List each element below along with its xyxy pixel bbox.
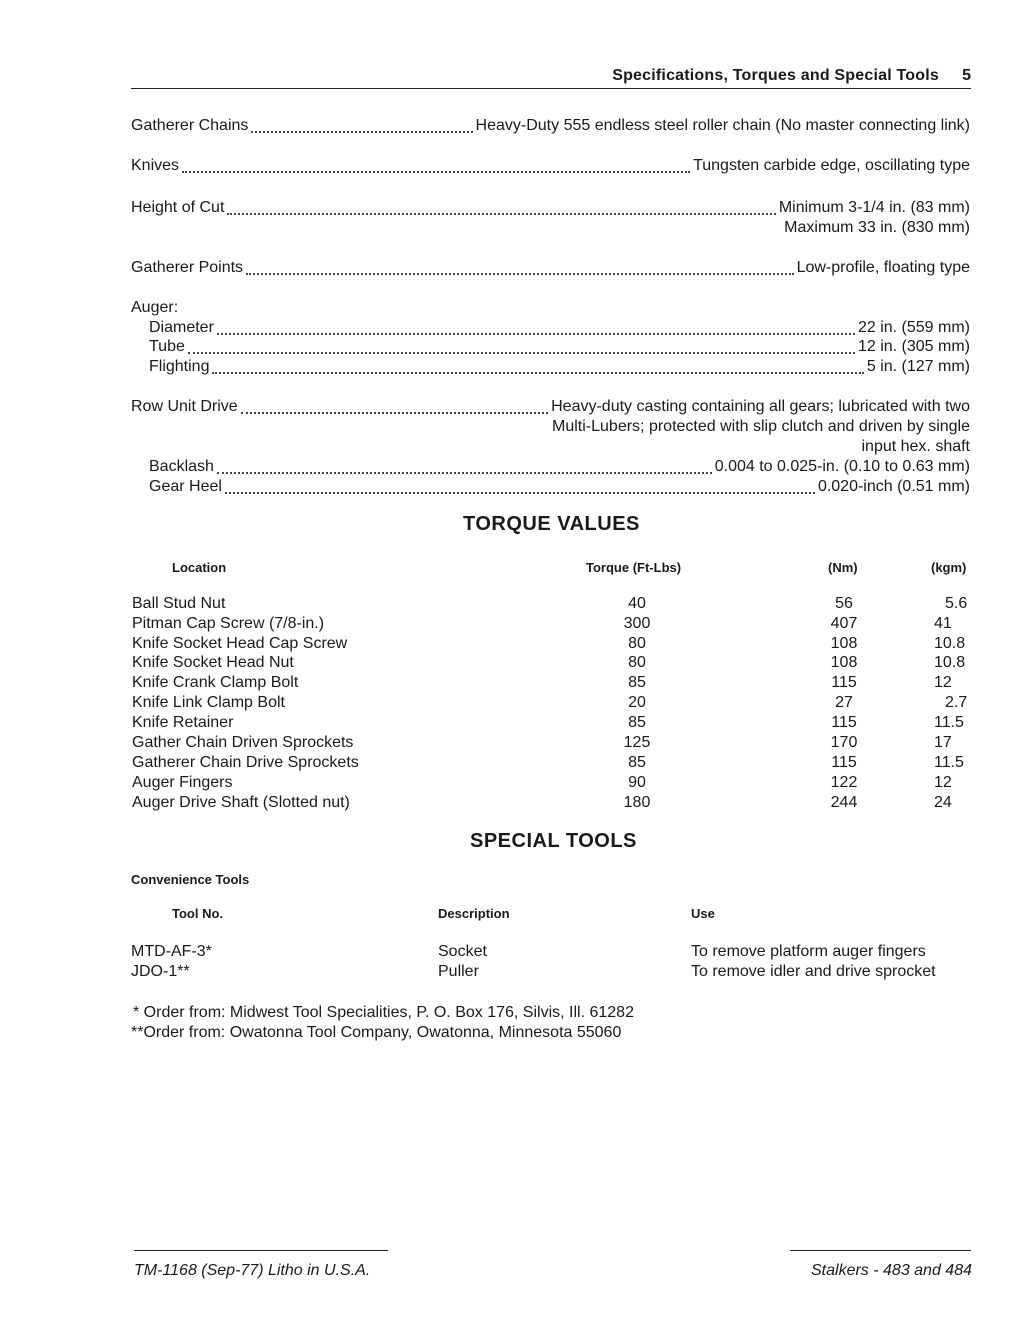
spec-label: Height of Cut	[131, 199, 225, 216]
dot-leader	[217, 319, 855, 335]
torque-ftlbs: 80	[628, 635, 646, 652]
spec-height-of-cut	[131, 199, 970, 219]
table-row	[0, 654, 1024, 674]
spec-value-continued: input hex. shaft	[861, 438, 970, 455]
table-row	[0, 615, 1024, 635]
dot-leader	[217, 458, 712, 474]
tools-header-description: Description	[438, 906, 510, 921]
spec-value: 0.020-inch (0.51 mm)	[817, 478, 970, 495]
torque-kgm: 10.8	[934, 654, 966, 671]
table-row	[0, 774, 1024, 794]
page-number: 5	[962, 67, 971, 84]
spec-backlash	[149, 458, 970, 478]
torque-ftlbs: 85	[628, 714, 646, 731]
dot-leader	[241, 398, 548, 414]
spec-value: Tungsten carbide edge, oscillating type	[693, 157, 970, 174]
dot-leader	[182, 157, 690, 173]
footer-rule-left	[134, 1250, 388, 1251]
torque-nm: 170	[830, 734, 858, 751]
table-row	[0, 754, 1024, 774]
torque-nm: 108	[830, 635, 858, 652]
torque-nm: 108	[830, 654, 858, 671]
spec-auger-diameter	[149, 319, 970, 339]
spec-value: Low-profile, floating type	[796, 259, 970, 276]
spec-label: Backlash	[149, 458, 214, 475]
spec-label: Row Unit Drive	[131, 398, 238, 415]
torque-location: Gatherer Chain Drive Sprockets	[132, 754, 359, 771]
table-row	[0, 794, 1024, 814]
torque-header-location: Location	[172, 560, 227, 575]
tool-description: Socket	[438, 943, 487, 960]
torque-ftlbs: 125	[623, 734, 651, 751]
torque-ftlbs: 40	[628, 595, 646, 612]
torque-kgm: 12	[934, 774, 952, 791]
dot-leader	[225, 478, 815, 494]
torque-location: Gather Chain Driven Sprockets	[132, 734, 354, 751]
tools-header-tool-no: Tool No.	[172, 906, 224, 921]
spec-label: Knives	[131, 157, 180, 174]
order-note: **Order from: Owatonna Tool Company, Owatonna, Minnesota 55060	[131, 1024, 622, 1041]
spec-value: Heavy-Duty 555 endless steel roller chain (No master connecting link)	[475, 117, 970, 134]
table-row	[0, 635, 1024, 655]
torque-kgm: 5.6	[945, 595, 968, 612]
spec-gatherer-points	[131, 259, 970, 279]
dot-leader	[188, 338, 855, 354]
spec-label: Diameter	[149, 319, 214, 336]
tool-use: To remove platform auger fingers	[691, 943, 926, 960]
footer-document-code: TM-1168 (Sep-77) Litho in U.S.A.	[134, 1262, 371, 1279]
footer-rule-right	[790, 1250, 971, 1251]
spec-value-continued: Multi-Lubers; protected with slip clutch and driven by single	[552, 418, 970, 435]
torque-nm: 115	[831, 714, 857, 731]
dot-leader	[227, 199, 775, 215]
spec-value: 12 in. (305 mm)	[857, 338, 970, 355]
spec-gear-heel	[149, 478, 970, 498]
torque-nm: 56	[835, 595, 853, 612]
torque-values-title: TORQUE VALUES	[463, 513, 640, 535]
dot-leader	[251, 117, 472, 133]
torque-ftlbs: 180	[623, 794, 651, 811]
table-row	[0, 595, 1024, 615]
torque-ftlbs: 80	[628, 654, 646, 671]
tools-header-use: Use	[691, 906, 715, 921]
tool-description: Puller	[438, 963, 479, 980]
torque-kgm: 41	[934, 615, 952, 632]
footer-product: Stalkers - 483 and 484	[811, 1262, 972, 1279]
torque-nm: 122	[830, 774, 858, 791]
spec-value: 0.004 to 0.025-in. (0.10 to 0.63 mm)	[714, 458, 970, 475]
torque-kgm: 10.8	[934, 635, 966, 652]
torque-ftlbs: 85	[628, 754, 646, 771]
torque-nm: 27	[835, 694, 853, 711]
table-row	[0, 734, 1024, 754]
torque-nm: 115	[831, 674, 857, 691]
torque-ftlbs: 20	[628, 694, 646, 711]
torque-location: Pitman Cap Screw (7/8-in.)	[132, 615, 325, 632]
special-tools-title: SPECIAL TOOLS	[470, 830, 637, 852]
convenience-tools-heading: Convenience Tools	[131, 872, 250, 887]
torque-location: Auger Fingers	[132, 774, 233, 791]
torque-location: Knife Crank Clamp Bolt	[132, 674, 299, 691]
table-row	[0, 943, 1024, 963]
dot-leader	[212, 358, 863, 374]
spec-value: 22 in. (559 mm)	[857, 319, 970, 336]
spec-auger-flighting	[149, 358, 970, 378]
tool-use: To remove idler and drive sprocket	[691, 963, 936, 980]
spec-auger-tube	[149, 338, 970, 358]
torque-nm: 115	[831, 754, 857, 771]
spec-label: Gatherer Chains	[131, 117, 249, 134]
spec-label: Tube	[149, 338, 185, 355]
page-title: Specifications, Torques and Special Tools	[612, 67, 939, 84]
spec-label: Gear Heel	[149, 478, 222, 495]
torque-location: Auger Drive Shaft (Slotted nut)	[132, 794, 350, 811]
spec-value: 5 in. (127 mm)	[866, 358, 970, 375]
torque-ftlbs: 90	[628, 774, 646, 791]
spec-knives	[131, 157, 970, 177]
torque-kgm: 11.5	[934, 714, 964, 731]
torque-ftlbs: 85	[628, 674, 646, 691]
torque-nm: 407	[830, 615, 858, 632]
page-header	[131, 64, 971, 89]
torque-kgm: 12	[934, 674, 952, 691]
torque-header-kgm: (kgm)	[931, 560, 967, 575]
spec-value-continued: Maximum 33 in. (830 mm)	[784, 219, 970, 236]
torque-kgm: 24	[934, 794, 952, 811]
torque-kgm: 11.5	[934, 754, 964, 771]
torque-location: Knife Socket Head Cap Screw	[132, 635, 348, 652]
spec-value: Minimum 3-1/4 in. (83 mm)	[778, 199, 970, 216]
spec-label: Flighting	[149, 358, 210, 375]
spec-value: Heavy-duty casting containing all gears; lubricated with two	[551, 398, 970, 415]
table-row	[0, 694, 1024, 714]
spec-gatherer-chains	[131, 117, 970, 137]
torque-location: Knife Retainer	[132, 714, 234, 731]
tool-number: MTD-AF-3*	[131, 943, 212, 960]
torque-location: Ball Stud Nut	[132, 595, 226, 612]
torque-nm: 244	[830, 794, 858, 811]
torque-ftlbs: 300	[623, 615, 651, 632]
tool-number: JDO-1**	[131, 963, 190, 980]
torque-header-nm: (Nm)	[828, 560, 858, 575]
torque-location: Knife Socket Head Nut	[132, 654, 294, 671]
table-row	[0, 714, 1024, 734]
torque-kgm: 2.7	[945, 694, 968, 711]
auger-heading: Auger:	[131, 299, 179, 316]
spec-row-unit-drive	[131, 398, 970, 418]
torque-header-ftlbs: Torque (Ft-Lbs)	[586, 560, 682, 575]
dot-leader	[246, 259, 794, 275]
torque-location: Knife Link Clamp Bolt	[132, 694, 285, 711]
torque-kgm: 17	[934, 734, 952, 751]
table-row	[0, 674, 1024, 694]
order-note: * Order from: Midwest Tool Specialities, P. O. Box 176, Silvis, Ill. 61282	[133, 1004, 634, 1021]
spec-label: Gatherer Points	[131, 259, 244, 276]
table-row	[0, 963, 1024, 983]
